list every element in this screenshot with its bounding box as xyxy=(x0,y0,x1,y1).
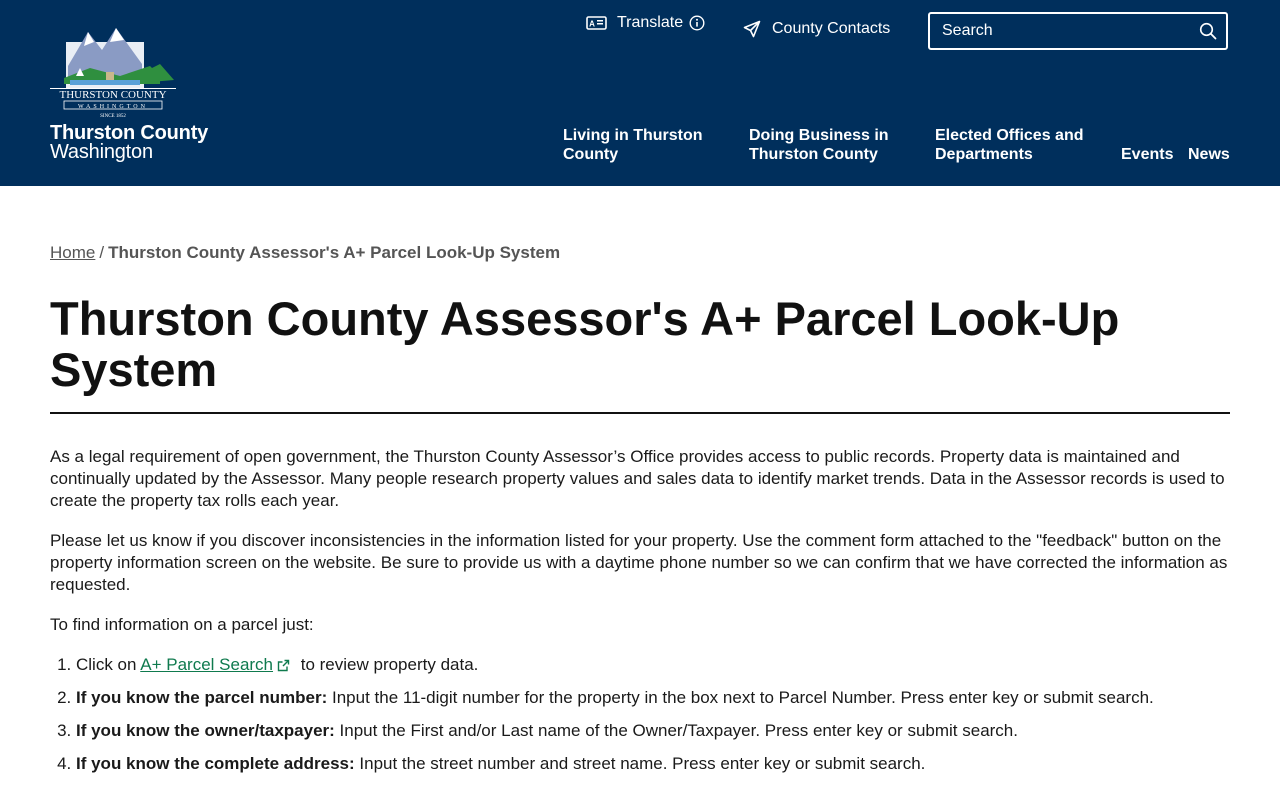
breadcrumb-current: Thurston County Assessor's A+ Parcel Look-Up System xyxy=(108,243,561,262)
step-prefix: Click on xyxy=(76,655,141,674)
paper-plane-icon xyxy=(743,20,761,38)
brand-name: Thurston County xyxy=(50,122,209,144)
site-header xyxy=(0,0,1280,186)
intro-paragraph: As a legal requirement of open government, the Thurston County Assessor’s Office provides access to public records. Property data is maintained and continually updated by the Assessor. Many people research property values and sales data to identify market trends. Data in the Assessor records is used to create the property tax rolls each year. xyxy=(50,447,1225,510)
breadcrumb xyxy=(50,243,560,263)
parcel-search-link[interactable]: A+ Parcel Search xyxy=(140,655,274,674)
info-icon xyxy=(689,15,705,31)
feedback-paragraph: Please let us know if you discover inconsistencies in the information listed for your property. Use the comment form attached to the "feedback" button on the property information screen on the website. Be sure to provide us with a daytime phone number so we can confirm that we have corrected the information as requested. xyxy=(50,531,1228,594)
breadcrumb-home[interactable]: Home xyxy=(50,243,96,262)
county-seal-icon xyxy=(50,24,176,119)
search-button[interactable] xyxy=(1190,14,1226,48)
translate-label: Translate xyxy=(617,14,684,31)
step-text: Input the 11-digit number for the property in the box next to Parcel Number. Press enter key or submit search. xyxy=(327,688,1154,707)
search-icon xyxy=(1199,22,1217,40)
step-heading: If you know the owner/taxpayer: xyxy=(76,721,335,740)
list-item xyxy=(76,720,1230,742)
step-suffix: to review property data. xyxy=(296,655,479,674)
step-text: Input the street number and street name. Press enter key or submit search. xyxy=(354,754,926,773)
instructions-list xyxy=(76,654,1230,775)
step-text: Input the First and/or Last name of the Owner/Taxpayer. Press enter key or submit search. xyxy=(334,721,1018,740)
search-input[interactable] xyxy=(930,14,1190,48)
instructions-intro: To find information on a parcel just: xyxy=(50,615,314,634)
svg-text:A: A xyxy=(589,19,595,29)
translate-button[interactable] xyxy=(586,14,705,32)
county-logo[interactable] xyxy=(50,24,176,119)
search-box xyxy=(928,12,1228,50)
nav-news[interactable]: News xyxy=(1188,146,1230,163)
title-divider xyxy=(50,412,1230,414)
county-contacts-link[interactable] xyxy=(743,20,890,38)
brand-state: Washington xyxy=(50,141,153,163)
step-heading: If you know the complete address: xyxy=(76,754,355,773)
page-title: Thurston County Assessor's A+ Parcel Look-Up System xyxy=(50,292,1120,396)
list-item xyxy=(76,753,1230,775)
step-heading: If you know the parcel number: xyxy=(76,688,328,707)
nav-elected-offices[interactable]: Elected Offices and Departments xyxy=(935,127,1084,163)
list-item xyxy=(76,654,1230,676)
breadcrumb-separator: / xyxy=(99,243,105,262)
list-item xyxy=(76,687,1230,709)
svg-text:SINCE 1852: SINCE 1852 xyxy=(100,114,126,119)
nav-doing-business[interactable]: Doing Business in Thurston County xyxy=(749,127,889,163)
svg-text:WASHINGTON: WASHINGTON xyxy=(78,104,148,110)
nav-living-in-thurston-county[interactable]: Living in Thurston County xyxy=(563,127,703,163)
county-contacts-label: County Contacts xyxy=(772,20,891,37)
main-content xyxy=(50,446,1230,786)
nav-events[interactable]: Events xyxy=(1121,146,1174,163)
external-link-icon xyxy=(277,659,290,672)
translate-icon xyxy=(586,16,607,30)
site-brand[interactable] xyxy=(50,124,208,162)
svg-text:THURSTON COUNTY: THURSTON COUNTY xyxy=(59,89,167,101)
